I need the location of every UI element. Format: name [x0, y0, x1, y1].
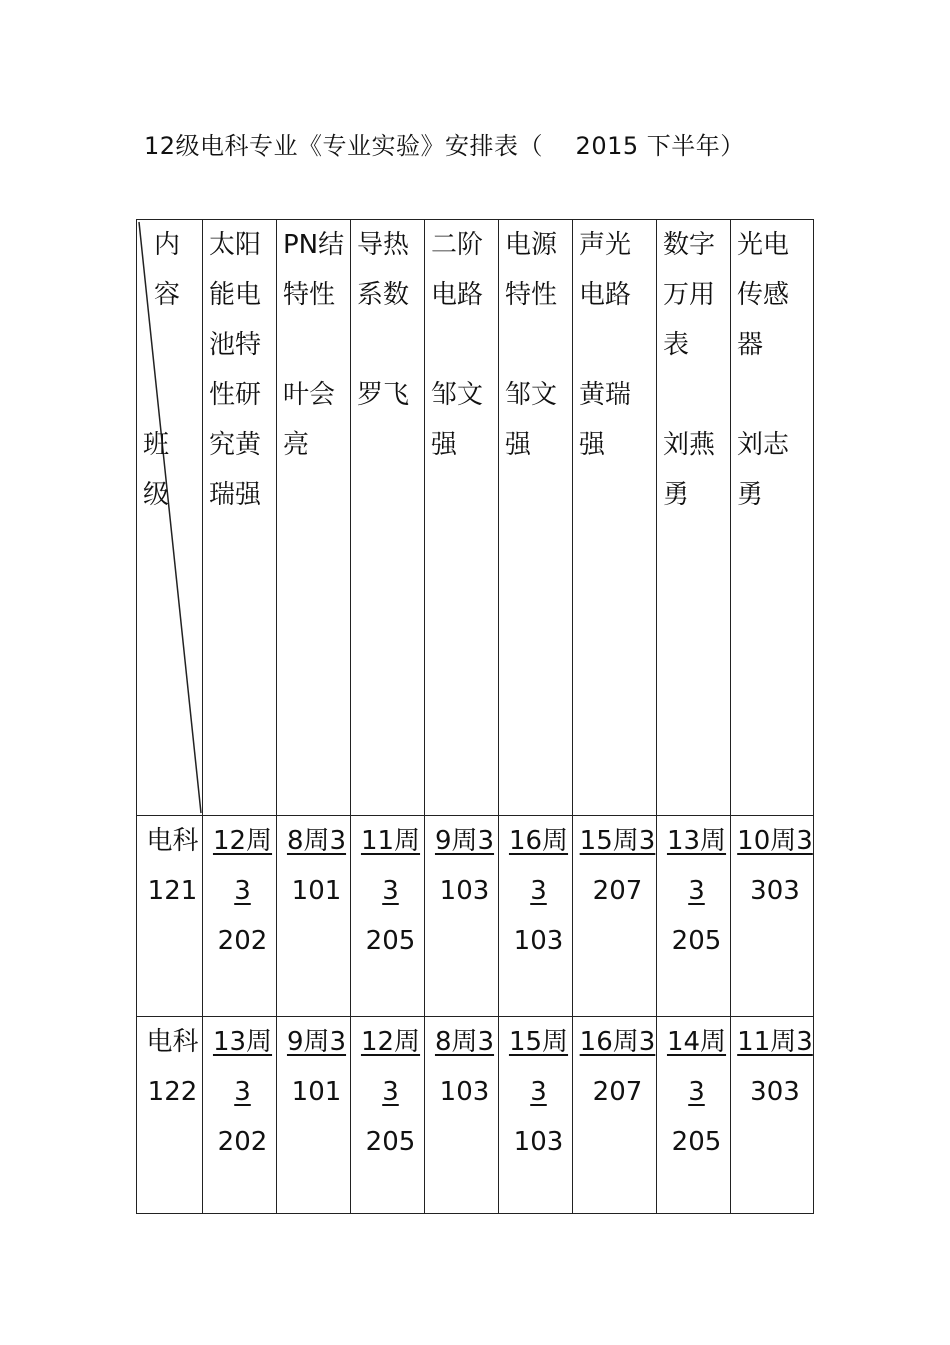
room-text: 103 [513, 926, 564, 956]
column-header: 声光电路 黄瑞强 [573, 220, 657, 816]
room-text: 101 [291, 1077, 342, 1107]
column-header: 光电传感器 刘志勇 [731, 220, 814, 816]
column-header: 太阳能电池特性研究黄瑞强 [203, 220, 277, 816]
corner-label-class: 班级 [143, 430, 170, 510]
schedule-cell [425, 816, 499, 1017]
schedule-cell [499, 816, 573, 1017]
class-name-cell: 电科122 [137, 1017, 203, 1214]
week-text: 16周3 [579, 1027, 656, 1057]
week-text: 9周3 [286, 1027, 347, 1057]
document-title: 12级电科专业《专业实验》安排表（ 2015 下半年） [144, 132, 745, 160]
schedule-cell [573, 1017, 657, 1214]
table-row [137, 816, 814, 1017]
corner-cell [137, 220, 203, 816]
week-text: 13周3 [212, 1027, 273, 1107]
corner-label-content: 内容 [154, 230, 181, 310]
table-row [137, 1017, 814, 1214]
week-text: 10周3 [737, 826, 813, 856]
column-header: 二阶电路 邹文强 [425, 220, 499, 816]
schedule-cell [277, 1017, 351, 1214]
room-text: 205 [365, 1127, 416, 1157]
week-text: 12周3 [360, 1027, 421, 1107]
room-text: 303 [750, 1077, 800, 1107]
schedule-cell [203, 1017, 277, 1214]
column-header: 电源特性 邹文强 [499, 220, 573, 816]
room-text: 205 [365, 926, 416, 956]
room-text: 103 [439, 876, 490, 906]
column-header: 导热系数 罗飞 [351, 220, 425, 816]
week-text: 16周3 [508, 826, 569, 906]
week-text: 13周3 [666, 826, 727, 906]
week-text: 11周3 [737, 1027, 813, 1057]
schedule-cell [277, 816, 351, 1017]
week-text: 14周3 [666, 1027, 727, 1107]
class-name-cell: 电科121 [137, 816, 203, 1017]
room-text: 202 [217, 1127, 268, 1157]
schedule-cell [425, 1017, 499, 1214]
schedule-cell [351, 1017, 425, 1214]
week-text: 15周3 [508, 1027, 569, 1107]
room-text: 207 [592, 876, 643, 906]
schedule-table [136, 219, 814, 1214]
room-text: 101 [291, 876, 342, 906]
column-header: 数字万用表 刘燕勇 [657, 220, 731, 816]
schedule-cell [499, 1017, 573, 1214]
room-text: 303 [750, 876, 800, 906]
schedule-cell [657, 1017, 731, 1214]
room-text: 207 [592, 1077, 643, 1107]
schedule-cell [731, 816, 814, 1017]
schedule-cell [657, 816, 731, 1017]
schedule-cell [351, 816, 425, 1017]
column-header: PN结特性 叶会亮 [277, 220, 351, 816]
week-text: 9周3 [434, 826, 495, 856]
week-text: 8周3 [286, 826, 347, 856]
schedule-cell [573, 816, 657, 1017]
room-text: 103 [439, 1077, 490, 1107]
schedule-cell [731, 1017, 814, 1214]
week-text: 12周3 [212, 826, 273, 906]
room-text: 205 [671, 926, 722, 956]
schedule-cell [203, 816, 277, 1017]
week-text: 15周3 [579, 826, 656, 856]
week-text: 8周3 [434, 1027, 495, 1057]
week-text: 11周3 [360, 826, 421, 906]
header-row [137, 220, 814, 816]
room-text: 103 [513, 1127, 564, 1157]
room-text: 205 [671, 1127, 722, 1157]
room-text: 202 [217, 926, 268, 956]
